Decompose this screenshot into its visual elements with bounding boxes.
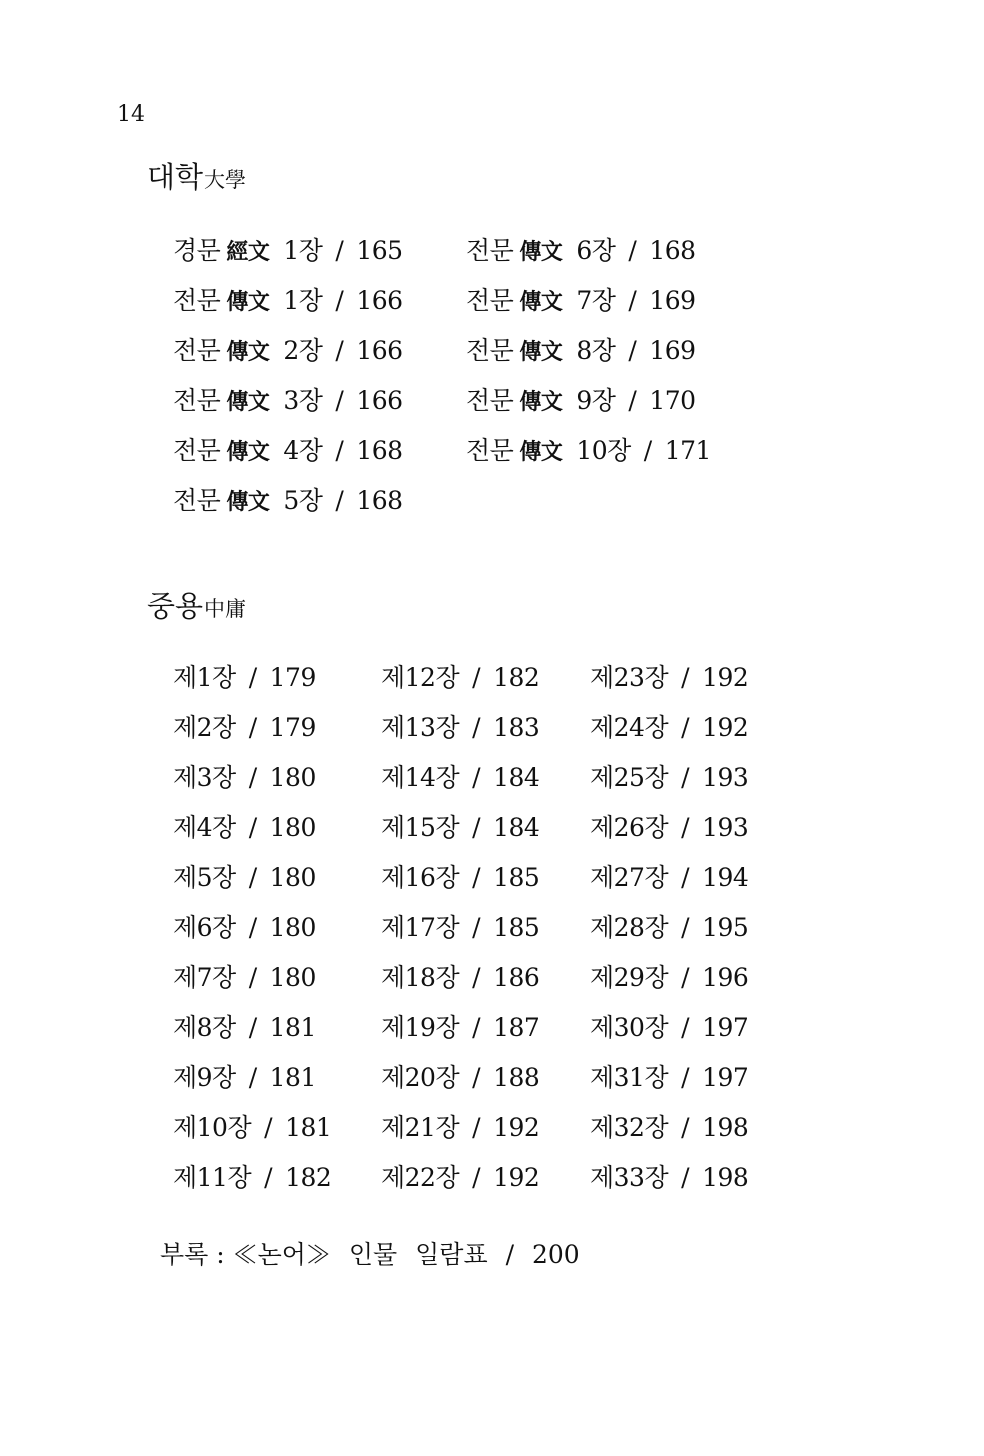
entry-chapter: 제33장 [590,1163,669,1192]
entry-separator: / [681,1063,690,1092]
entry-page: 180 [269,813,316,842]
entry-hanja: 傳文 [226,439,270,465]
entry-hanja: 傳文 [519,239,563,265]
entry-separator: / [681,1163,690,1192]
entry-chapter: 제24장 [590,713,669,742]
section-title-korean: 중용 [147,589,204,623]
toc-entry[interactable] [173,861,316,895]
entry-separator: / [472,1013,481,1042]
entry-chapter: 제3장 [173,763,236,792]
entry-hanja: 傳文 [226,339,270,365]
entry-hanja: 傳文 [226,289,270,315]
entry-chapter: 제25장 [590,763,669,792]
entry-hanja: 傳文 [519,289,563,315]
toc-entry[interactable] [590,911,748,945]
entry-hanja: 傳文 [226,389,270,415]
entry-separator: / [472,1163,481,1192]
entry-page: 193 [702,763,749,792]
entry-page: 182 [285,1163,332,1192]
entry-kind: 전문 [466,386,514,415]
entry-separator: / [248,663,257,692]
toc-entry[interactable] [381,861,539,895]
entry-chapter: 제1장 [173,663,236,692]
entry-chapter: 제10장 [173,1113,252,1142]
appendix-desc-1: 인물 [348,1240,398,1269]
entry-page: 185 [493,863,540,892]
toc-entry[interactable] [381,711,539,745]
entry-separator: / [681,763,690,792]
entry-separator: / [681,863,690,892]
entry-page: 181 [285,1113,332,1142]
entry-chapter: 8장 [576,336,616,365]
entry-page: 170 [649,386,696,415]
entry-chapter: 1장 [283,236,323,265]
toc-entry[interactable] [173,484,403,519]
entry-page: 181 [269,1063,316,1092]
entry-separator: / [643,436,652,465]
toc-entry[interactable] [590,1161,748,1195]
appendix-desc-2: 일람표 [415,1240,488,1269]
entry-chapter: 제19장 [381,1013,460,1042]
entry-hanja: 傳文 [226,489,270,515]
toc-entry[interactable] [173,334,403,369]
appendix-label: 부록 : [160,1240,225,1269]
toc-entry[interactable] [381,1111,539,1145]
toc-entry[interactable] [590,661,748,695]
entry-separator: / [248,863,257,892]
entry-chapter: 1장 [283,286,323,315]
entry-separator: / [335,486,344,515]
section-title-daxue [147,157,246,202]
toc-entry[interactable] [590,761,748,795]
entry-page: 182 [493,663,540,692]
entry-separator: / [628,286,637,315]
entry-separator: / [472,1113,481,1142]
entry-kind: 전문 [466,286,514,315]
entry-hanja: 經文 [226,239,270,265]
section-title-hanja: 中庸 [204,597,247,621]
entry-page: 168 [649,236,696,265]
entry-separator: / [264,1163,273,1192]
entry-separator: / [335,236,344,265]
toc-entry[interactable] [173,1011,316,1045]
entry-page: 165 [356,236,403,265]
entry-chapter: 제27장 [590,863,669,892]
entry-page: 169 [649,336,696,365]
entry-kind: 전문 [466,436,514,465]
entry-page: 180 [269,913,316,942]
entry-kind: 전문 [173,386,221,415]
section-title-hanja: 大學 [204,168,247,192]
toc-entry[interactable] [173,761,316,795]
entry-page: 180 [269,763,316,792]
entry-separator: / [248,763,257,792]
entry-chapter: 제6장 [173,913,236,942]
entry-page: 193 [702,813,749,842]
entry-page: 179 [269,663,316,692]
entry-chapter: 5장 [283,486,323,515]
entry-kind: 전문 [466,336,514,365]
appendix-separator: / [505,1240,514,1269]
entry-kind: 전문 [173,336,221,365]
toc-entry[interactable] [590,861,748,895]
entry-chapter: 제12장 [381,663,460,692]
toc-entry[interactable] [173,1111,331,1145]
entry-page: 169 [649,286,696,315]
entry-page: 197 [702,1013,749,1042]
toc-entry[interactable] [381,1011,539,1045]
entry-chapter: 제22장 [381,1163,460,1192]
toc-entry[interactable] [590,1011,748,1045]
entry-separator: / [335,336,344,365]
toc-entry[interactable] [590,711,748,745]
entry-chapter: 제32장 [590,1113,669,1142]
toc-entry[interactable] [173,1061,316,1095]
entry-separator: / [472,663,481,692]
toc-entry[interactable] [590,1061,748,1095]
entry-chapter: 2장 [283,336,323,365]
entry-separator: / [472,1063,481,1092]
toc-entry[interactable] [466,384,696,419]
entry-page: 186 [493,963,540,992]
entry-chapter: 제23장 [590,663,669,692]
entry-page: 197 [702,1063,749,1092]
entry-separator: / [681,663,690,692]
toc-entry[interactable] [381,911,539,945]
entry-chapter: 제13장 [381,713,460,742]
entry-kind: 전문 [173,486,221,515]
entry-separator: / [248,1063,257,1092]
entry-separator: / [248,913,257,942]
entry-page: 184 [493,813,540,842]
toc-entry[interactable] [173,434,403,469]
entry-chapter: 제31장 [590,1063,669,1092]
entry-chapter: 7장 [576,286,616,315]
entry-chapter: 제28장 [590,913,669,942]
entry-chapter: 제30장 [590,1013,669,1042]
toc-entry[interactable] [173,384,403,419]
toc-entry[interactable] [466,434,711,469]
appendix-page: 200 [531,1240,580,1269]
entry-page: 166 [356,336,403,365]
entry-separator: / [248,963,257,992]
entry-page: 195 [702,913,749,942]
entry-separator: / [681,1013,690,1042]
toc-entry[interactable] [466,334,696,369]
entry-page: 179 [269,713,316,742]
entry-page: 188 [493,1063,540,1092]
entry-chapter: 6장 [576,236,616,265]
entry-separator: / [335,286,344,315]
entry-page: 187 [493,1013,540,1042]
entry-page: 166 [356,386,403,415]
entry-chapter: 제14장 [381,763,460,792]
entry-separator: / [628,386,637,415]
entry-page: 183 [493,713,540,742]
entry-separator: / [681,913,690,942]
toc-entry[interactable] [590,811,748,845]
entry-page: 196 [702,963,749,992]
entry-chapter: 제29장 [590,963,669,992]
entry-page: 192 [493,1113,540,1142]
entry-page: 185 [493,913,540,942]
entry-hanja: 傳文 [519,389,563,415]
entry-chapter: 제5장 [173,863,236,892]
entry-chapter: 제21장 [381,1113,460,1142]
section-title-korean: 대학 [147,160,204,194]
toc-entry[interactable] [173,711,316,745]
entry-page: 192 [493,1163,540,1192]
entry-kind: 전문 [173,286,221,315]
toc-entry[interactable] [173,811,316,845]
entry-chapter: 제15장 [381,813,460,842]
entry-separator: / [472,813,481,842]
entry-chapter: 9장 [576,386,616,415]
toc-entry[interactable] [173,284,403,319]
appendix-title: ≪논어≫ [232,1240,331,1269]
entry-chapter: 제2장 [173,713,236,742]
entry-separator: / [248,1013,257,1042]
entry-hanja: 傳文 [519,339,563,365]
entry-kind: 전문 [173,436,221,465]
toc-entry[interactable] [381,661,539,695]
entry-page: 192 [702,713,749,742]
toc-entry[interactable] [381,761,539,795]
toc-entry[interactable] [173,1161,331,1195]
entry-page: 181 [269,1013,316,1042]
entry-separator: / [248,713,257,742]
entry-separator: / [628,336,637,365]
entry-page: 180 [269,863,316,892]
entry-chapter: 제20장 [381,1063,460,1092]
entry-chapter: 제7장 [173,963,236,992]
toc-entry[interactable] [381,1061,539,1095]
entry-separator: / [472,863,481,892]
toc-entry[interactable] [173,661,316,695]
toc-entry[interactable] [590,1111,748,1145]
section-title-zhongyong [147,586,246,631]
entry-chapter: 제11장 [173,1163,252,1192]
toc-entry[interactable] [466,284,696,319]
entry-separator: / [264,1113,273,1142]
entry-page: 180 [269,963,316,992]
entry-kind: 전문 [466,236,514,265]
toc-entry[interactable] [466,234,696,269]
entry-kind: 경문 [173,236,221,265]
entry-page: 166 [356,286,403,315]
entry-chapter: 3장 [283,386,323,415]
entry-separator: / [472,713,481,742]
entry-page: 171 [664,436,711,465]
entry-page: 198 [702,1113,749,1142]
entry-page: 184 [493,763,540,792]
entry-separator: / [248,813,257,842]
toc-entry[interactable] [590,961,748,995]
entry-page: 198 [702,1163,749,1192]
entry-chapter: 제4장 [173,813,236,842]
entry-chapter: 제17장 [381,913,460,942]
entry-chapter: 제18장 [381,963,460,992]
entry-page: 168 [356,436,403,465]
toc-entry[interactable] [381,961,539,995]
toc-entry[interactable] [173,961,316,995]
toc-entry[interactable] [381,1161,539,1195]
entry-chapter: 제26장 [590,813,669,842]
entry-hanja: 傳文 [519,439,563,465]
entry-page: 168 [356,486,403,515]
entry-separator: / [335,436,344,465]
entry-separator: / [681,1113,690,1142]
entry-separator: / [628,236,637,265]
entry-chapter: 제16장 [381,863,460,892]
entry-separator: / [472,963,481,992]
entry-separator: / [681,713,690,742]
entry-page: 192 [702,663,749,692]
toc-entry[interactable] [381,811,539,845]
entry-chapter: 제9장 [173,1063,236,1092]
appendix-entry[interactable] [160,1238,580,1272]
entry-chapter: 4장 [283,436,323,465]
toc-entry[interactable] [173,911,316,945]
entry-chapter: 제8장 [173,1013,236,1042]
entry-chapter: 10장 [576,436,631,465]
entry-separator: / [472,763,481,792]
page-number: 14 [117,102,145,127]
entry-page: 194 [702,863,749,892]
entry-separator: / [681,963,690,992]
toc-entry[interactable] [173,234,403,269]
entry-separator: / [335,386,344,415]
entry-separator: / [681,813,690,842]
entry-separator: / [472,913,481,942]
